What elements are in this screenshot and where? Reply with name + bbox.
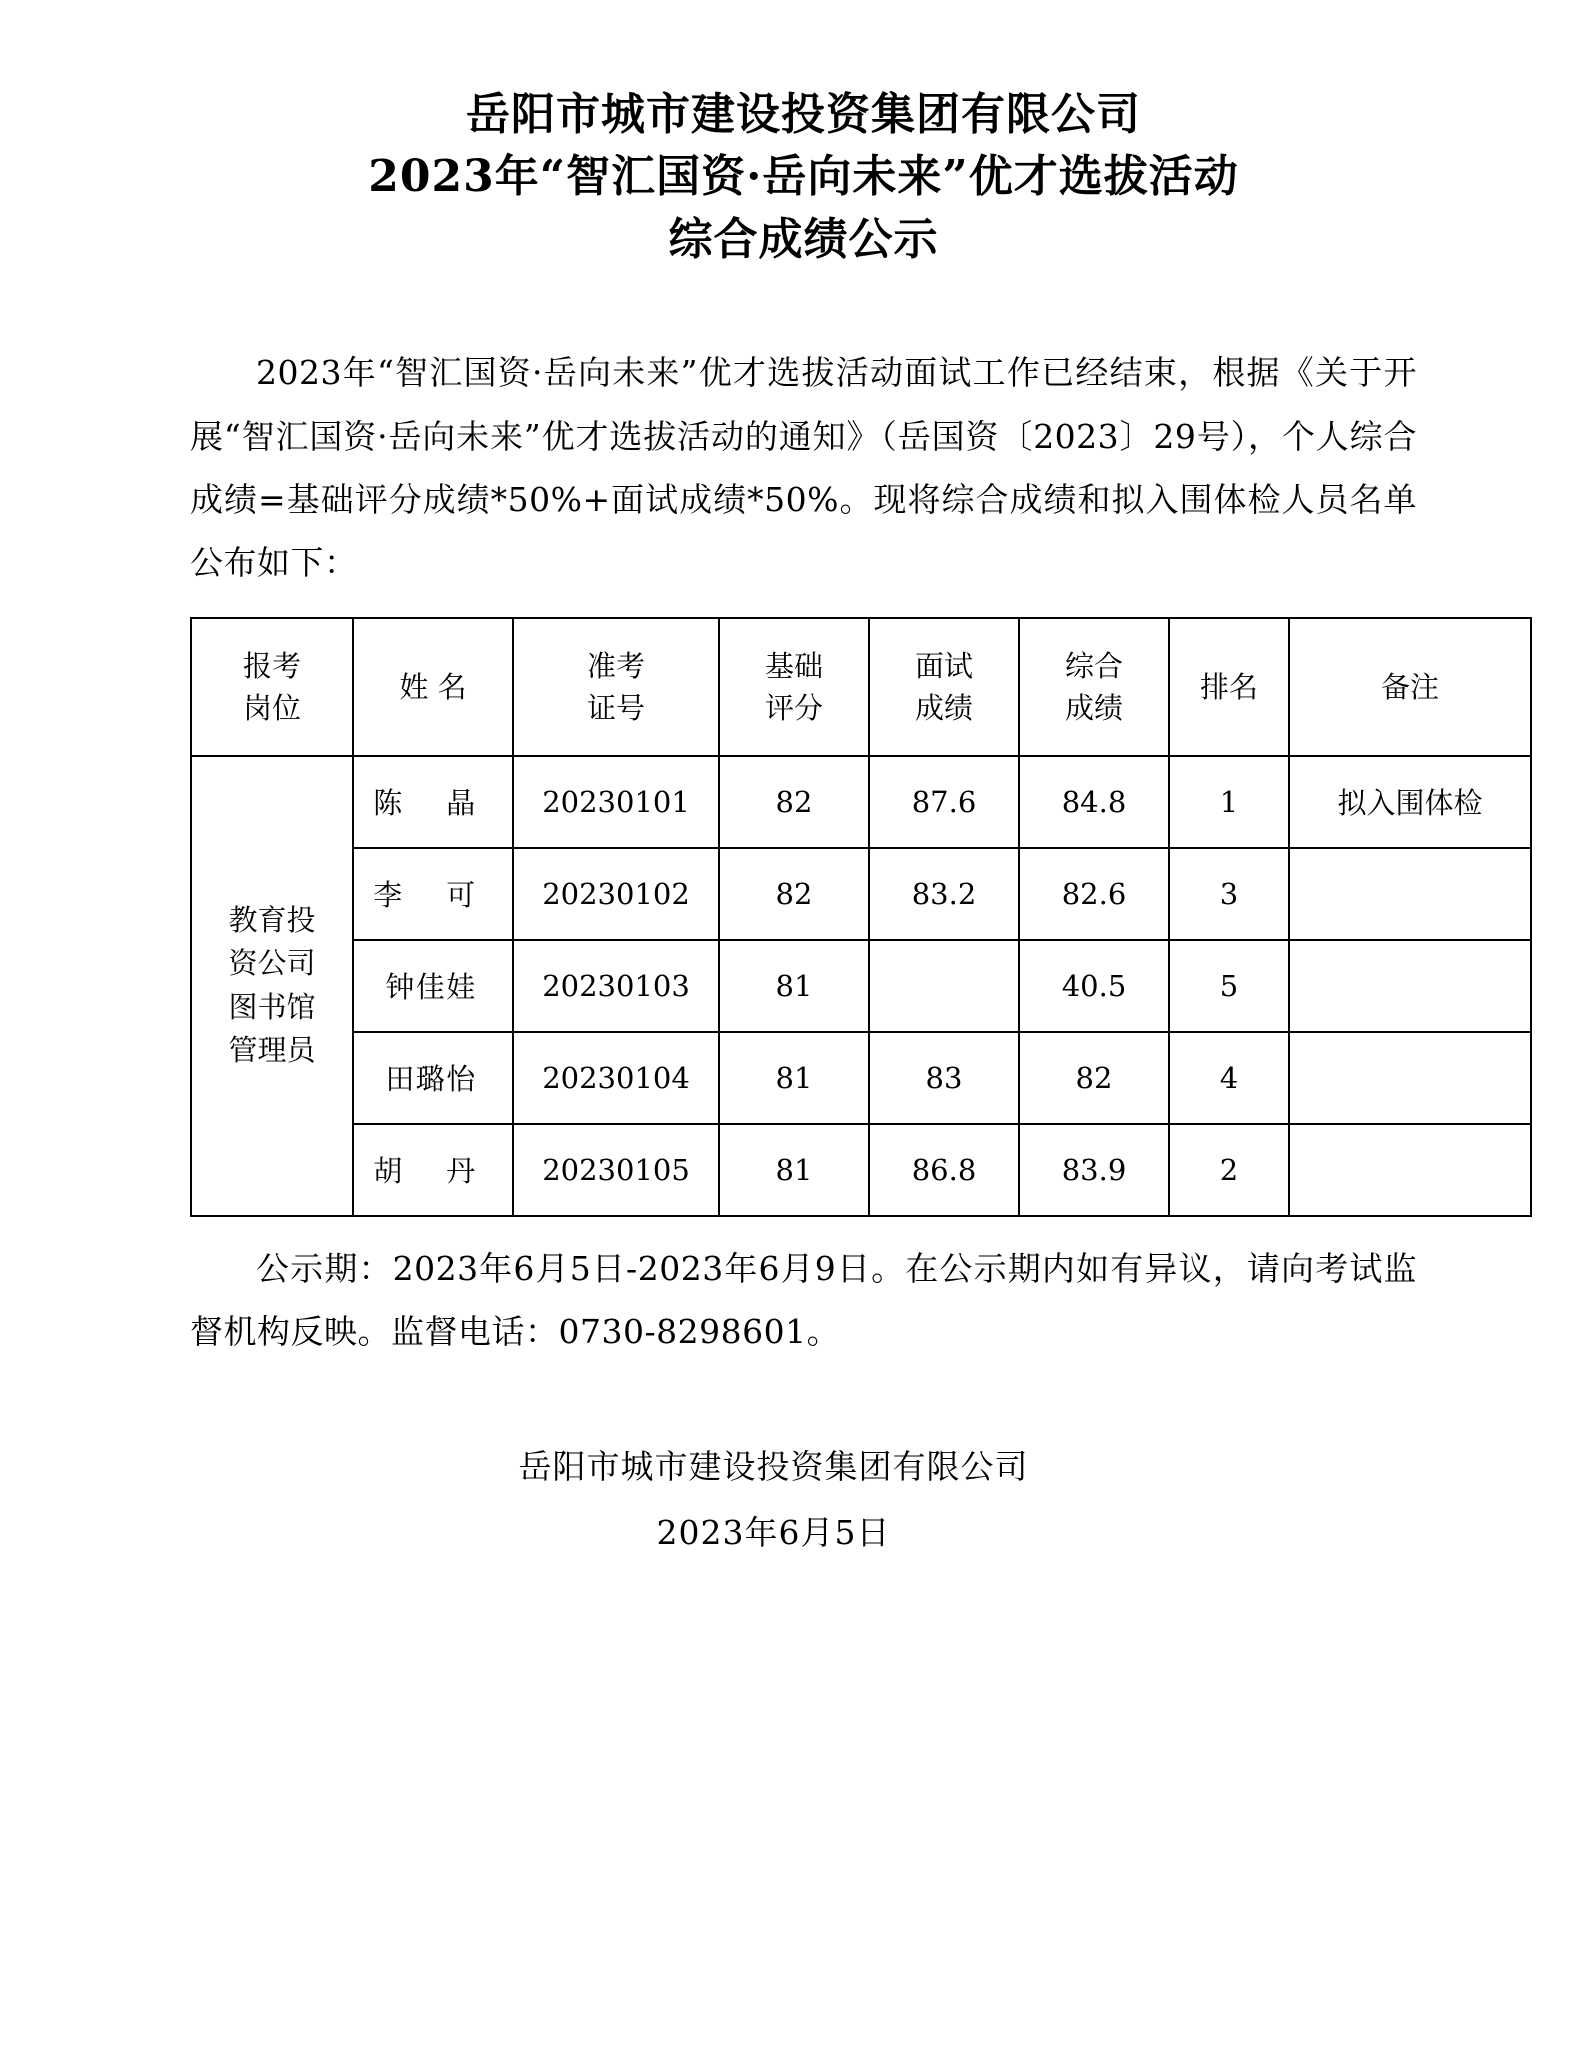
notice-paragraph: 公示期：2023年6月5日-2023年6月9日。在公示期内如有异议，请向考试监督机构反映。监督电话：0730-8298601。 <box>190 1248 1417 1352</box>
document-title <box>190 84 1417 271</box>
cell-interview: 83 <box>869 1032 1019 1124</box>
cell-ticket: 20230102 <box>513 848 719 940</box>
table-row <box>191 1032 1531 1124</box>
cell-rank: 3 <box>1169 848 1289 940</box>
cell-ticket: 20230101 <box>513 756 719 848</box>
cell-note <box>1289 1032 1531 1124</box>
cell-rank: 4 <box>1169 1032 1289 1124</box>
cell-total: 83.9 <box>1019 1124 1169 1216</box>
cell-base: 81 <box>719 1124 869 1216</box>
header-interview-line2: 成绩 <box>914 690 973 725</box>
header-note: 备注 <box>1289 618 1531 756</box>
cell-interview: 87.6 <box>869 756 1019 848</box>
table-row <box>191 940 1531 1032</box>
table-row <box>191 848 1531 940</box>
signature-block <box>190 1434 1417 1566</box>
cell-rank: 5 <box>1169 940 1289 1032</box>
cell-base: 81 <box>719 940 869 1032</box>
table-header-row <box>191 618 1531 756</box>
cell-total: 82.6 <box>1019 848 1169 940</box>
header-base-line2: 评分 <box>764 690 823 725</box>
cell-name: 陈 晶 <box>353 756 513 848</box>
header-position-line1: 报考 <box>242 648 301 683</box>
position-line-4: 管理员 <box>228 1033 316 1068</box>
cell-base: 82 <box>719 756 869 848</box>
cell-note <box>1289 940 1531 1032</box>
cell-note: 拟入围体检 <box>1289 756 1531 848</box>
signature-date: 2023年6月5日 <box>656 1512 891 1552</box>
cell-interview <box>869 940 1019 1032</box>
cell-name: 李 可 <box>353 848 513 940</box>
position-line-2: 资公司 <box>228 946 316 981</box>
cell-ticket: 20230105 <box>513 1124 719 1216</box>
header-rank: 排名 <box>1169 618 1289 756</box>
signature-company: 岳阳市城市建设投资集团有限公司 <box>518 1446 1029 1486</box>
header-ticket-line1: 准考 <box>586 648 645 683</box>
position-line-1: 教育投 <box>228 902 316 937</box>
cell-total: 82 <box>1019 1032 1169 1124</box>
header-base-score <box>719 618 869 756</box>
cell-name: 钟佳娃 <box>353 940 513 1032</box>
cell-rank: 1 <box>1169 756 1289 848</box>
cell-name: 田璐怡 <box>353 1032 513 1124</box>
results-table <box>190 617 1532 1217</box>
cell-base: 82 <box>719 848 869 940</box>
header-ticket-line2: 证号 <box>586 690 645 725</box>
position-line-3: 图书馆 <box>228 989 316 1024</box>
header-position-line2: 岗位 <box>242 690 301 725</box>
cell-ticket: 20230104 <box>513 1032 719 1124</box>
results-table-body <box>191 756 1531 1216</box>
cell-base: 81 <box>719 1032 869 1124</box>
cell-note <box>1289 848 1531 940</box>
cell-ticket: 20230103 <box>513 940 719 1032</box>
cell-rank: 2 <box>1169 1124 1289 1216</box>
title-line-3: 综合成绩公示 <box>668 213 939 265</box>
cell-name: 胡 丹 <box>353 1124 513 1216</box>
header-total-line2: 成绩 <box>1064 690 1123 725</box>
header-total-line1: 综合 <box>1064 648 1123 683</box>
cell-total: 40.5 <box>1019 940 1169 1032</box>
intro-paragraph: 2023年“智汇国资·岳向未来”优才选拔活动面试工作已经结束，根据《关于开展“智汇国资·岳向未来”优才选拔活动的通知》（岳国资〔2023〕29号），个人综合成绩=基础评分成绩*50%+面试成绩*50%。现将综合成绩和拟入围体检人员名单公布如下： <box>190 353 1417 583</box>
header-base-line1: 基础 <box>764 648 823 683</box>
results-table-head <box>191 618 1531 756</box>
cell-note <box>1289 1124 1531 1216</box>
header-interview-line1: 面试 <box>914 648 973 683</box>
table-row <box>191 1124 1531 1216</box>
position-group-cell <box>191 756 353 1216</box>
table-row <box>191 756 1531 848</box>
cell-interview: 86.8 <box>869 1124 1019 1216</box>
header-name: 姓 名 <box>353 618 513 756</box>
header-interview-score <box>869 618 1019 756</box>
header-position <box>191 618 353 756</box>
cell-total: 84.8 <box>1019 756 1169 848</box>
header-ticket <box>513 618 719 756</box>
cell-interview: 83.2 <box>869 848 1019 940</box>
title-line-2: 2023年“智汇国资·岳向未来”优才选拔活动 <box>368 151 1239 203</box>
header-total-score <box>1019 618 1169 756</box>
title-line-1: 岳阳市城市建设投资集团有限公司 <box>466 89 1141 140</box>
